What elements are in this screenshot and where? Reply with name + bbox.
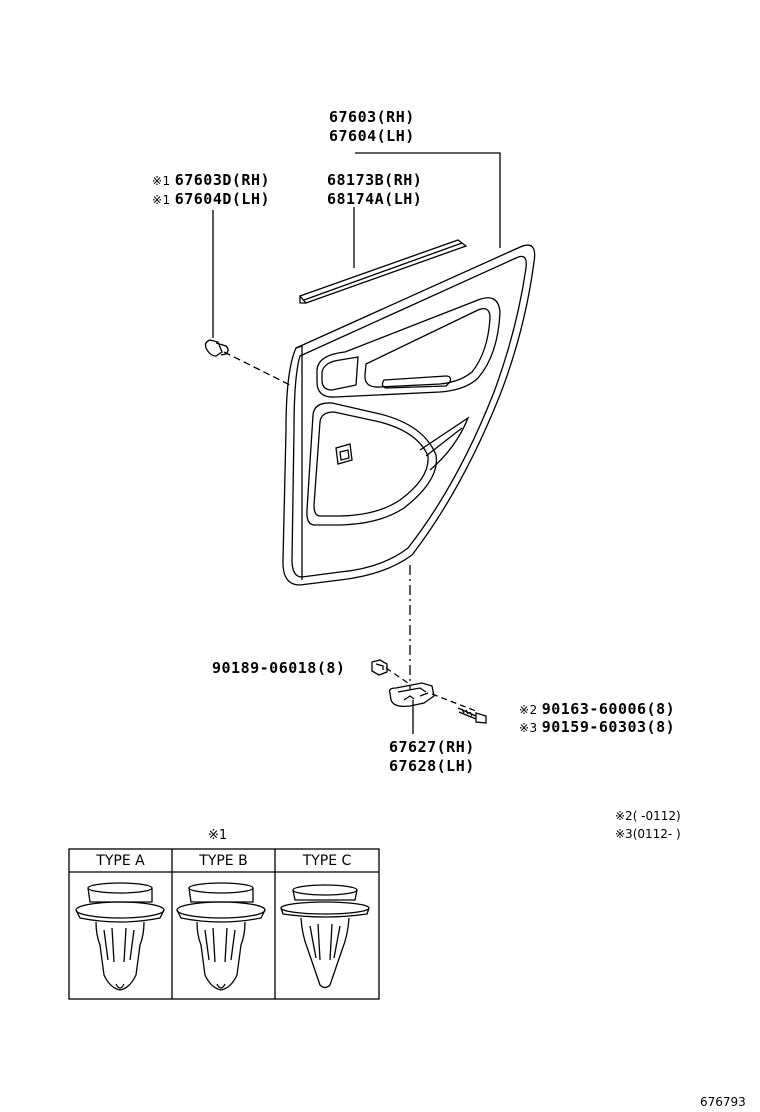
bracket-part [390, 683, 434, 706]
clip-part-rh: 67603D(RH) [174, 171, 271, 189]
clip-type-a-drawing [76, 883, 164, 990]
weatherstrip-part [300, 240, 466, 303]
bracket-label-rh: 67627(RH) [389, 738, 475, 756]
clip-label-lh [152, 190, 270, 209]
bracket-label-lh: 67628(LH) [389, 757, 475, 775]
clip-type-b-drawing [177, 883, 265, 990]
trim-board-label-lh: 67604(LH) [329, 127, 415, 145]
clip-mark-1: ※1 [152, 174, 171, 188]
clip-part-lh: 67604D(LH) [174, 190, 271, 208]
screw-mark-2: ※2 [519, 703, 538, 717]
weatherstrip-label-rh: 68173B(RH) [327, 171, 423, 189]
clip-part [206, 340, 229, 356]
screw-part-1: 90163-60006(8) [541, 700, 676, 718]
clip-type-c-drawing [281, 885, 369, 988]
dashed-line-clip [224, 352, 292, 386]
clip-mark-2: ※1 [152, 193, 171, 207]
screw-part [458, 708, 486, 723]
dashed-line-screw [432, 694, 476, 711]
note-3: ※3(0112- ) [615, 827, 681, 841]
screw-label-1 [519, 700, 675, 719]
clip-label-rh [152, 171, 270, 190]
weatherstrip-label-lh: 68174A(LH) [327, 190, 423, 208]
screw-label-2 [519, 718, 675, 737]
nut-part [372, 660, 387, 675]
trim-board-label-rh: 67603(RH) [329, 108, 415, 126]
table-header-type-b: TYPE B [199, 853, 248, 869]
screw-part-2: 90159-60303(8) [541, 718, 676, 736]
diagram-id: 676793 [700, 1095, 746, 1109]
door-trim-board-part [283, 245, 535, 585]
screw-mark-3: ※3 [519, 721, 538, 735]
table-header-type-a: TYPE A [96, 853, 145, 869]
clip-table-mark: ※1 [208, 828, 228, 843]
table-header-type-c: TYPE C [302, 853, 352, 869]
note-2: ※2( -0112) [615, 809, 681, 823]
nut-label: 90189-06018(8) [212, 659, 346, 677]
dashed-line-nut [386, 668, 408, 683]
